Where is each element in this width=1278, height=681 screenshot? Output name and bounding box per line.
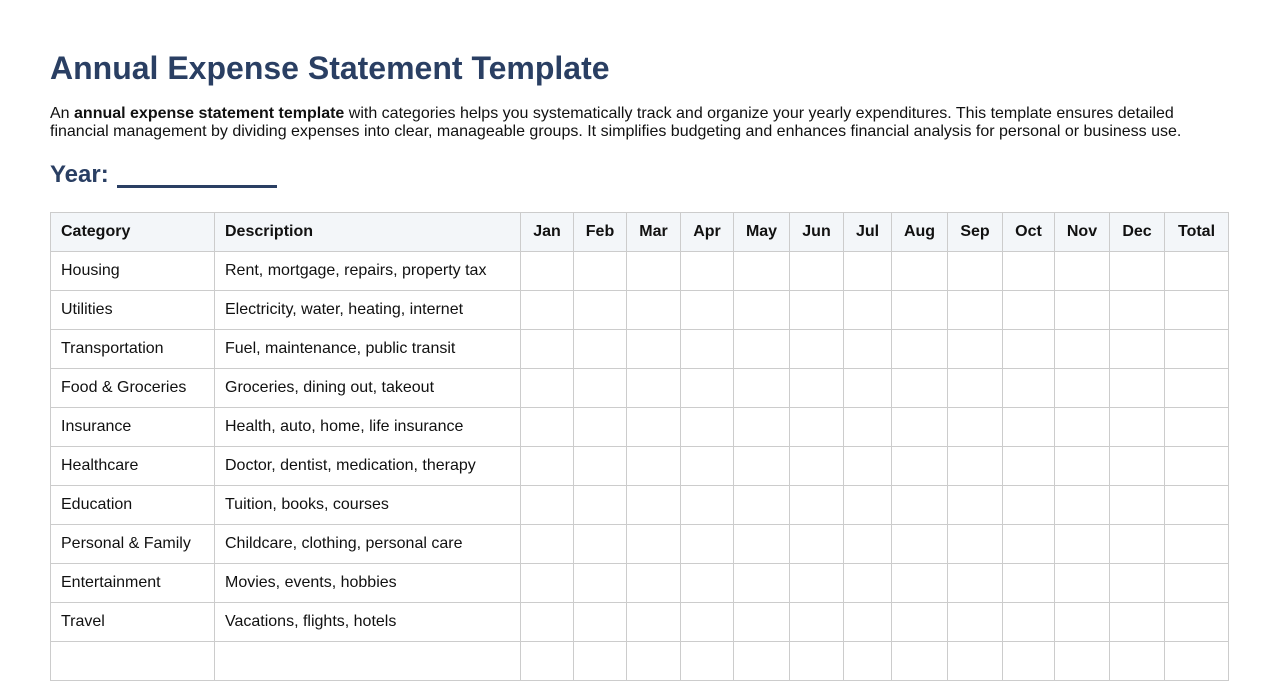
column-header-month: Jan <box>521 213 574 252</box>
month-amount-cell[interactable] <box>734 486 790 525</box>
total-amount-cell[interactable] <box>1165 369 1229 408</box>
month-amount-cell[interactable] <box>1055 408 1110 447</box>
total-amount-cell[interactable] <box>1165 603 1229 642</box>
column-header-month: Jun <box>790 213 844 252</box>
month-amount-cell[interactable] <box>948 486 1003 525</box>
month-amount-cell[interactable] <box>1003 369 1055 408</box>
month-amount-cell[interactable] <box>574 486 627 525</box>
month-amount-cell[interactable] <box>1055 486 1110 525</box>
column-header-month: Apr <box>681 213 734 252</box>
month-amount-cell[interactable] <box>1003 408 1055 447</box>
column-header-category: Category <box>51 213 215 252</box>
total-amount-cell[interactable] <box>1165 252 1229 291</box>
month-amount-cell[interactable] <box>734 525 790 564</box>
month-amount-cell[interactable] <box>627 252 681 291</box>
month-amount-cell[interactable] <box>1003 252 1055 291</box>
month-amount-cell[interactable] <box>892 330 948 369</box>
month-amount-cell[interactable] <box>521 291 574 330</box>
month-amount-cell[interactable] <box>790 642 844 681</box>
category-cell: Housing <box>51 252 215 291</box>
month-amount-cell[interactable] <box>892 252 948 291</box>
document-page <box>0 0 1278 189</box>
month-amount-cell[interactable] <box>948 408 1003 447</box>
month-amount-cell[interactable] <box>790 330 844 369</box>
month-amount-cell[interactable] <box>844 525 892 564</box>
month-amount-cell[interactable] <box>790 525 844 564</box>
month-amount-cell[interactable] <box>1003 525 1055 564</box>
month-amount-cell[interactable] <box>844 252 892 291</box>
intro-bold: annual expense statement template <box>74 105 345 122</box>
month-amount-cell[interactable] <box>681 642 734 681</box>
month-amount-cell[interactable] <box>627 447 681 486</box>
month-amount-cell[interactable] <box>521 603 574 642</box>
column-header-total: Total <box>1165 213 1229 252</box>
month-amount-cell[interactable] <box>681 291 734 330</box>
month-amount-cell[interactable] <box>574 252 627 291</box>
month-amount-cell[interactable] <box>1003 447 1055 486</box>
month-amount-cell[interactable] <box>681 330 734 369</box>
month-amount-cell[interactable] <box>681 369 734 408</box>
month-amount-cell[interactable] <box>1055 642 1110 681</box>
month-amount-cell[interactable] <box>734 291 790 330</box>
month-amount-cell[interactable] <box>521 369 574 408</box>
month-amount-cell[interactable] <box>627 525 681 564</box>
category-cell: Personal & Family <box>51 525 215 564</box>
description-cell: Vacations, flights, hotels <box>215 603 521 642</box>
month-amount-cell[interactable] <box>790 447 844 486</box>
month-amount-cell[interactable] <box>574 408 627 447</box>
table-body <box>51 252 1229 681</box>
month-amount-cell[interactable] <box>574 564 627 603</box>
month-amount-cell[interactable] <box>574 525 627 564</box>
table-row <box>51 408 1229 447</box>
month-amount-cell[interactable] <box>734 408 790 447</box>
month-amount-cell[interactable] <box>681 525 734 564</box>
table-row <box>51 330 1229 369</box>
month-amount-cell[interactable] <box>681 603 734 642</box>
month-amount-cell[interactable] <box>1110 291 1165 330</box>
page-title: Annual Expense Statement Template <box>50 50 610 86</box>
column-header-month: Feb <box>574 213 627 252</box>
month-amount-cell[interactable] <box>574 291 627 330</box>
month-amount-cell[interactable] <box>627 564 681 603</box>
total-amount-cell[interactable] <box>1165 291 1229 330</box>
month-amount-cell[interactable] <box>1110 252 1165 291</box>
column-header-month: Sep <box>948 213 1003 252</box>
category-cell: Entertainment <box>51 564 215 603</box>
month-amount-cell[interactable] <box>521 525 574 564</box>
month-amount-cell[interactable] <box>1110 330 1165 369</box>
month-amount-cell[interactable] <box>1003 603 1055 642</box>
month-amount-cell[interactable] <box>1055 564 1110 603</box>
column-header-month: Dec <box>1110 213 1165 252</box>
table-row <box>51 564 1229 603</box>
month-amount-cell[interactable] <box>790 564 844 603</box>
month-amount-cell[interactable] <box>892 369 948 408</box>
month-amount-cell[interactable] <box>1055 330 1110 369</box>
month-amount-cell[interactable] <box>681 408 734 447</box>
month-amount-cell[interactable] <box>521 447 574 486</box>
column-header-month: Jul <box>844 213 892 252</box>
table-row <box>51 447 1229 486</box>
category-cell: Food & Groceries <box>51 369 215 408</box>
description-cell: Tuition, books, courses <box>215 486 521 525</box>
intro-prefix: An <box>50 105 75 122</box>
table-row <box>51 603 1229 642</box>
total-amount-cell[interactable] <box>1165 330 1229 369</box>
total-amount-cell[interactable] <box>1165 564 1229 603</box>
description-cell: Movies, events, hobbies <box>215 564 521 603</box>
month-amount-cell[interactable] <box>790 291 844 330</box>
month-amount-cell[interactable] <box>521 486 574 525</box>
month-amount-cell[interactable] <box>844 642 892 681</box>
month-amount-cell[interactable] <box>844 408 892 447</box>
total-amount-cell[interactable] <box>1165 486 1229 525</box>
month-amount-cell[interactable] <box>734 330 790 369</box>
month-amount-cell[interactable] <box>1003 291 1055 330</box>
month-amount-cell[interactable] <box>574 447 627 486</box>
month-amount-cell[interactable] <box>627 642 681 681</box>
category-cell: Education <box>51 486 215 525</box>
column-header-month: Oct <box>1003 213 1055 252</box>
month-amount-cell[interactable] <box>627 408 681 447</box>
month-amount-cell[interactable] <box>1110 486 1165 525</box>
table-row <box>51 642 1229 681</box>
expense-table <box>50 212 1229 681</box>
month-amount-cell[interactable] <box>948 291 1003 330</box>
month-amount-cell[interactable] <box>627 369 681 408</box>
month-amount-cell[interactable] <box>844 447 892 486</box>
description-cell: Rent, mortgage, repairs, property tax <box>215 252 521 291</box>
month-amount-cell[interactable] <box>790 369 844 408</box>
column-header-month: May <box>734 213 790 252</box>
intro-suffix: with categories helps you systematically track and organize your yearly expenditures. This template ensures detailed financial management by dividing expenses into clear, manageable groups. It simplifies budgeting and enhances financial analysis for personal or business use. <box>50 105 1182 140</box>
month-amount-cell[interactable] <box>1003 486 1055 525</box>
column-header-month: Nov <box>1055 213 1110 252</box>
month-amount-cell[interactable] <box>1110 642 1165 681</box>
month-amount-cell[interactable] <box>521 330 574 369</box>
month-amount-cell[interactable] <box>521 408 574 447</box>
month-amount-cell[interactable] <box>734 642 790 681</box>
total-amount-cell[interactable] <box>1165 447 1229 486</box>
description-cell <box>215 642 521 681</box>
table-row <box>51 252 1229 291</box>
month-amount-cell[interactable] <box>790 408 844 447</box>
table-row <box>51 291 1229 330</box>
month-amount-cell[interactable] <box>948 330 1003 369</box>
table-row <box>51 525 1229 564</box>
month-amount-cell[interactable] <box>948 642 1003 681</box>
month-amount-cell[interactable] <box>1055 603 1110 642</box>
description-cell: Electricity, water, heating, internet <box>215 291 521 330</box>
table-row <box>51 486 1229 525</box>
month-amount-cell[interactable] <box>1055 525 1110 564</box>
month-amount-cell[interactable] <box>1110 525 1165 564</box>
month-amount-cell[interactable] <box>948 564 1003 603</box>
month-amount-cell[interactable] <box>892 642 948 681</box>
month-amount-cell[interactable] <box>1003 330 1055 369</box>
intro-paragraph <box>50 105 1190 141</box>
month-amount-cell[interactable] <box>1003 642 1055 681</box>
month-amount-cell[interactable] <box>892 603 948 642</box>
month-amount-cell[interactable] <box>1110 447 1165 486</box>
month-amount-cell[interactable] <box>892 525 948 564</box>
month-amount-cell[interactable] <box>681 447 734 486</box>
description-cell: Childcare, clothing, personal care <box>215 525 521 564</box>
category-cell: Healthcare <box>51 447 215 486</box>
month-amount-cell[interactable] <box>1110 603 1165 642</box>
month-amount-cell[interactable] <box>521 252 574 291</box>
month-amount-cell[interactable] <box>681 564 734 603</box>
month-amount-cell[interactable] <box>948 447 1003 486</box>
month-amount-cell[interactable] <box>1055 291 1110 330</box>
category-cell: Transportation <box>51 330 215 369</box>
description-cell: Fuel, maintenance, public transit <box>215 330 521 369</box>
month-amount-cell[interactable] <box>574 369 627 408</box>
month-amount-cell[interactable] <box>734 603 790 642</box>
month-amount-cell[interactable] <box>1055 447 1110 486</box>
month-amount-cell[interactable] <box>627 486 681 525</box>
month-amount-cell[interactable] <box>948 525 1003 564</box>
month-amount-cell[interactable] <box>844 291 892 330</box>
month-amount-cell[interactable] <box>627 291 681 330</box>
month-amount-cell[interactable] <box>844 564 892 603</box>
year-field <box>50 161 1228 189</box>
month-amount-cell[interactable] <box>574 330 627 369</box>
year-blank-line[interactable] <box>117 185 277 188</box>
month-amount-cell[interactable] <box>844 330 892 369</box>
month-amount-cell[interactable] <box>790 486 844 525</box>
month-amount-cell[interactable] <box>948 603 1003 642</box>
month-amount-cell[interactable] <box>734 369 790 408</box>
table-header-row <box>51 213 1229 252</box>
description-cell: Health, auto, home, life insurance <box>215 408 521 447</box>
month-amount-cell[interactable] <box>892 486 948 525</box>
category-cell: Utilities <box>51 291 215 330</box>
month-amount-cell[interactable] <box>892 408 948 447</box>
description-cell: Groceries, dining out, takeout <box>215 369 521 408</box>
month-amount-cell[interactable] <box>892 291 948 330</box>
table-row <box>51 369 1229 408</box>
month-amount-cell[interactable] <box>574 603 627 642</box>
column-header-description: Description <box>215 213 521 252</box>
category-cell: Insurance <box>51 408 215 447</box>
month-amount-cell[interactable] <box>892 564 948 603</box>
month-amount-cell[interactable] <box>844 486 892 525</box>
month-amount-cell[interactable] <box>1110 369 1165 408</box>
month-amount-cell[interactable] <box>948 252 1003 291</box>
month-amount-cell[interactable] <box>627 603 681 642</box>
month-amount-cell[interactable] <box>574 642 627 681</box>
month-amount-cell[interactable] <box>734 252 790 291</box>
month-amount-cell[interactable] <box>681 252 734 291</box>
month-amount-cell[interactable] <box>521 642 574 681</box>
month-amount-cell[interactable] <box>681 486 734 525</box>
total-amount-cell[interactable] <box>1165 642 1229 681</box>
month-amount-cell[interactable] <box>948 369 1003 408</box>
month-amount-cell[interactable] <box>790 252 844 291</box>
month-amount-cell[interactable] <box>734 564 790 603</box>
category-cell: Travel <box>51 603 215 642</box>
total-amount-cell[interactable] <box>1165 525 1229 564</box>
month-amount-cell[interactable] <box>627 330 681 369</box>
category-cell <box>51 642 215 681</box>
month-amount-cell[interactable] <box>844 369 892 408</box>
month-amount-cell[interactable] <box>734 447 790 486</box>
year-label: Year: <box>50 161 109 188</box>
month-amount-cell[interactable] <box>790 603 844 642</box>
month-amount-cell[interactable] <box>844 603 892 642</box>
description-cell: Doctor, dentist, medication, therapy <box>215 447 521 486</box>
month-amount-cell[interactable] <box>521 564 574 603</box>
total-amount-cell[interactable] <box>1165 408 1229 447</box>
month-amount-cell[interactable] <box>1110 564 1165 603</box>
column-header-month: Mar <box>627 213 681 252</box>
month-amount-cell[interactable] <box>1055 252 1110 291</box>
month-amount-cell[interactable] <box>1055 369 1110 408</box>
month-amount-cell[interactable] <box>892 447 948 486</box>
column-header-month: Aug <box>892 213 948 252</box>
month-amount-cell[interactable] <box>1003 564 1055 603</box>
month-amount-cell[interactable] <box>1110 408 1165 447</box>
